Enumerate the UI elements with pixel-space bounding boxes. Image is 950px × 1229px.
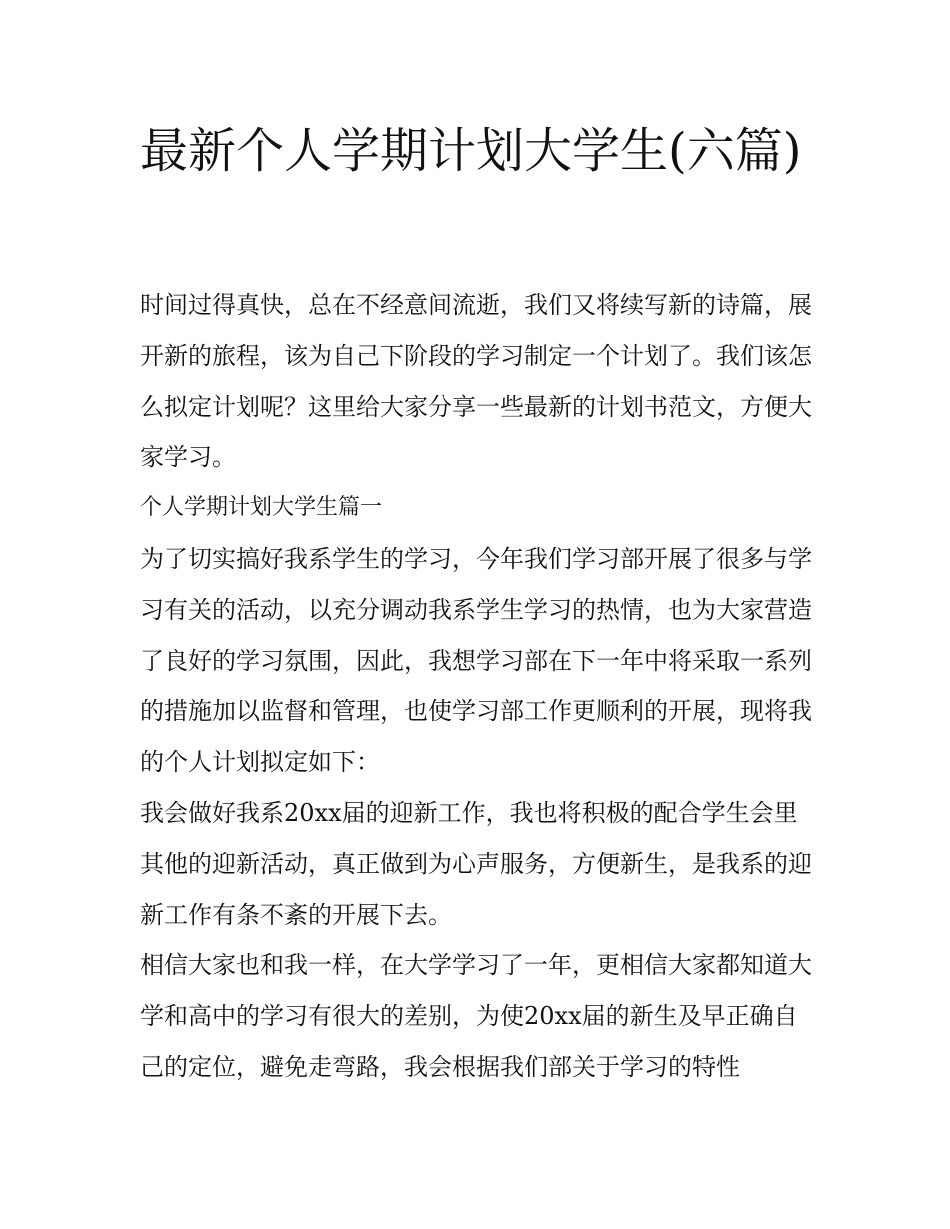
document-title: 最新个人学期计划大学生(六篇) <box>140 123 802 179</box>
document-body <box>140 280 820 1093</box>
intro-paragraph: 时间过得真快，总在不经意间流逝，我们又将续写新的诗篇，展开新的旅程，该为自己下阶段的学习制定一个计划了。我们该怎么拟定计划呢？这里给大家分享一些最新的计划书范文，方便大家学习。 <box>140 291 812 472</box>
body-paragraph-3: 相信大家也和我一样，在大学学习了一年，更相信大家都知道大学和高中的学习有很大的差别，为使20xx届的新生及早正确自己的定位，避免走弯路，我会根据我们部关于学习的特性 <box>140 951 812 1081</box>
body-paragraph-1: 为了切实搞好我系学生的学习，今年我们学习部开展了很多与学习有关的活动，以充分调动我系学生学习的热情，也为大家营造了良好的学习氛围，因此，我想学习部在下一年中将采取一系列的措施加以监督和管理，也使学习部工作更顺利的开展，现将我的个人计划拟定如下： <box>140 544 812 777</box>
body-paragraph-2: 我会做好我系20xx届的迎新工作，我也将积极的配合学生会里其他的迎新活动，真正做到为心声服务，方便新生，是我系的迎新工作有条不紊的开展下去。 <box>140 798 812 929</box>
section-heading: 个人学期计划大学生篇一 <box>140 495 383 521</box>
